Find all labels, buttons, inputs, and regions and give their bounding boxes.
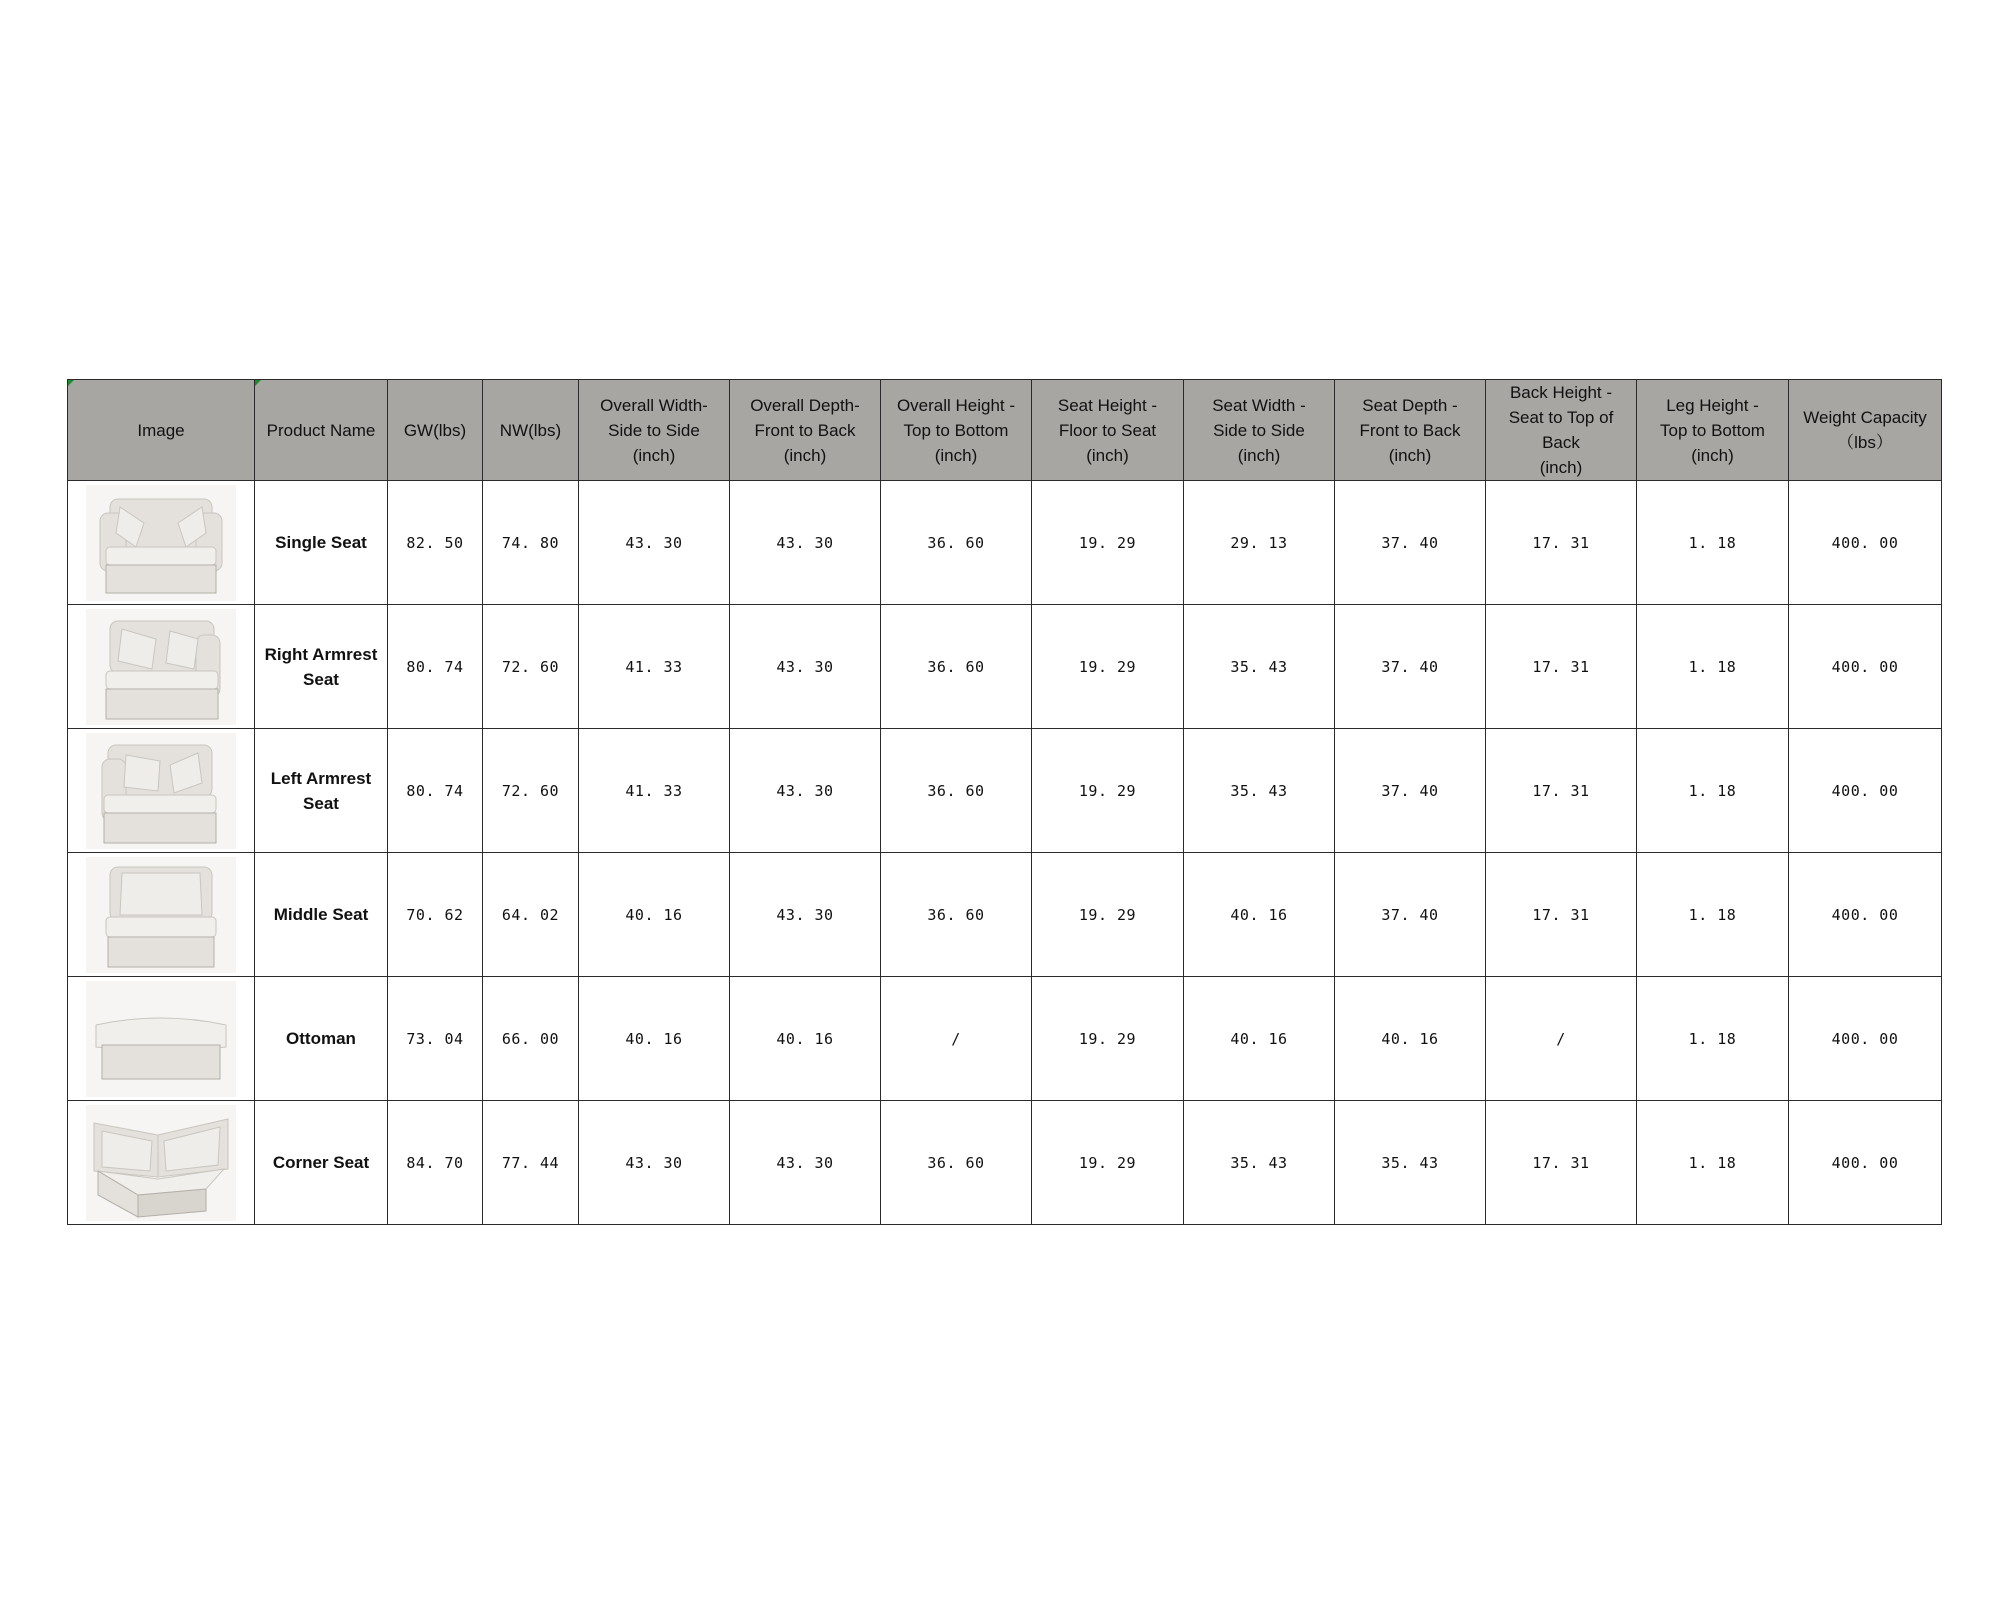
cell-nw: 72. 60 [483, 729, 579, 853]
cell-overall-width: 43. 30 [579, 481, 730, 605]
cell-leg-height: 1. 18 [1637, 977, 1789, 1101]
ottoman-icon [68, 977, 255, 1101]
right-armrest-seat-icon [68, 605, 255, 729]
header-line: (inch) [934, 445, 978, 465]
product-name-line: Seat [303, 793, 339, 813]
product-name-line: Seat [303, 669, 339, 689]
header-seat-width [1184, 380, 1335, 481]
header-line: Overall Height - [896, 395, 1016, 415]
cell-overall-height: 36. 60 [881, 605, 1032, 729]
cell-gw: 80. 74 [388, 605, 483, 729]
header-line: GW(lbs) [403, 420, 467, 440]
header-line: Side to Side [608, 420, 700, 440]
left-armrest-seat-icon [68, 729, 255, 853]
cell-weight-capacity: 400. 00 [1789, 1101, 1942, 1225]
header-line: Side to Side [1213, 420, 1305, 440]
cell-leg-height: 1. 18 [1637, 605, 1789, 729]
cell-marker-icon [68, 380, 74, 386]
header-back-height [1486, 380, 1637, 481]
cell-nw: 74. 80 [483, 481, 579, 605]
product-name-cell [255, 1101, 388, 1225]
product-name-line: Middle Seat [273, 905, 369, 924]
header-weight-capacity [1789, 380, 1942, 481]
cell-seat-depth: 37. 40 [1335, 605, 1486, 729]
cell-marker-icon [255, 380, 261, 386]
header-line: (inch) [1237, 445, 1281, 465]
cell-weight-capacity: 400. 00 [1789, 729, 1942, 853]
cell-leg-height: 1. 18 [1637, 853, 1789, 977]
product-name-cell [255, 977, 388, 1101]
header-line: Seat Width - [1212, 395, 1306, 415]
cell-back-height: 17. 31 [1486, 605, 1637, 729]
cell-overall-width: 41. 33 [579, 729, 730, 853]
header-seat-height [1032, 380, 1184, 481]
cell-overall-depth: 43. 30 [730, 481, 881, 605]
header-line: (inch) [783, 445, 827, 465]
product-name-cell [255, 605, 388, 729]
cell-nw: 66. 00 [483, 977, 579, 1101]
cell-seat-depth: 37. 40 [1335, 729, 1486, 853]
cell-overall-depth: 43. 30 [730, 1101, 881, 1225]
cell-back-height: 17. 31 [1486, 853, 1637, 977]
cell-leg-height: 1. 18 [1637, 1101, 1789, 1225]
table-row [68, 605, 1942, 729]
cell-overall-height: 36. 60 [881, 1101, 1032, 1225]
header-line: Weight Capacity [1803, 408, 1927, 427]
cell-seat-height: 19. 29 [1032, 481, 1184, 605]
cell-overall-height: 36. 60 [881, 481, 1032, 605]
cell-overall-height: / [881, 977, 1032, 1101]
header-line: Seat Height - [1057, 395, 1158, 415]
cell-back-height: / [1486, 977, 1637, 1101]
cell-overall-width: 40. 16 [579, 977, 730, 1101]
header-line: Seat Depth - [1362, 395, 1458, 415]
header-product-name [255, 380, 388, 481]
header-line: (inch) [1691, 445, 1734, 465]
cell-seat-depth: 35. 43 [1335, 1101, 1486, 1225]
product-spec-table [67, 379, 1942, 1225]
table-row [68, 1101, 1942, 1225]
table-row [68, 729, 1942, 853]
cell-seat-width: 35. 43 [1184, 605, 1335, 729]
product-name-cell [255, 481, 388, 605]
cell-seat-height: 19. 29 [1032, 605, 1184, 729]
header-line: Leg Height - [1666, 395, 1759, 415]
cell-weight-capacity: 400. 00 [1789, 977, 1942, 1101]
cell-seat-height: 19. 29 [1032, 1101, 1184, 1225]
cell-seat-width: 40. 16 [1184, 853, 1335, 977]
cell-overall-width: 40. 16 [579, 853, 730, 977]
header-line: Image [137, 420, 185, 440]
cell-gw: 73. 04 [388, 977, 483, 1101]
cell-nw: 72. 60 [483, 605, 579, 729]
header-overall-width [579, 380, 730, 481]
header-line: (inch) [1539, 458, 1583, 477]
header-line: （lbs） [1837, 433, 1893, 452]
cell-overall-width: 43. 30 [579, 1101, 730, 1225]
header-line: Overall Depth- [750, 395, 860, 415]
table-row [68, 481, 1942, 605]
cell-overall-height: 36. 60 [881, 853, 1032, 977]
product-name-line: Ottoman [286, 1029, 356, 1048]
header-image [68, 380, 255, 481]
header-line: Top to Bottom [1660, 420, 1765, 440]
cell-seat-height: 19. 29 [1032, 977, 1184, 1101]
cell-back-height: 17. 31 [1486, 1101, 1637, 1225]
cell-gw: 82. 50 [388, 481, 483, 605]
header-line: Overall Width- [600, 395, 708, 415]
cell-seat-depth: 40. 16 [1335, 977, 1486, 1101]
cell-overall-depth: 43. 30 [730, 729, 881, 853]
cell-gw: 84. 70 [388, 1101, 483, 1225]
cell-gw: 80. 74 [388, 729, 483, 853]
header-nw [483, 380, 579, 481]
cell-seat-height: 19. 29 [1032, 729, 1184, 853]
header-seat-depth [1335, 380, 1486, 481]
cell-weight-capacity: 400. 00 [1789, 481, 1942, 605]
cell-seat-height: 19. 29 [1032, 853, 1184, 977]
cell-weight-capacity: 400. 00 [1789, 853, 1942, 977]
header-line: Front to Back [1359, 420, 1461, 440]
header-gw [388, 380, 483, 481]
cell-nw: 77. 44 [483, 1101, 579, 1225]
table-body [68, 481, 1942, 1225]
cell-weight-capacity: 400. 00 [1789, 605, 1942, 729]
cell-nw: 64. 02 [483, 853, 579, 977]
cell-overall-depth: 40. 16 [730, 977, 881, 1101]
product-name-line: Single Seat [275, 533, 367, 552]
header-leg-height [1637, 380, 1789, 481]
product-name-line: Corner Seat [272, 1153, 370, 1172]
corner-seat-icon [68, 1101, 255, 1225]
header-line: Back Height - [1509, 383, 1613, 402]
cell-seat-width: 40. 16 [1184, 977, 1335, 1101]
single-seat-sofa-icon [68, 481, 255, 605]
cell-leg-height: 1. 18 [1637, 729, 1789, 853]
table-row [68, 853, 1942, 977]
product-name-line: Left Armrest [270, 768, 372, 788]
cell-seat-depth: 37. 40 [1335, 481, 1486, 605]
header-line: (inch) [1086, 445, 1129, 465]
header-line: NW(lbs) [499, 420, 562, 440]
cell-gw: 70. 62 [388, 853, 483, 977]
header-row [68, 380, 1942, 481]
header-line: Product Name [266, 420, 376, 440]
table-row [68, 977, 1942, 1101]
header-line: (inch) [1388, 445, 1432, 465]
header-line: Seat to Top of [1508, 408, 1614, 427]
cell-seat-depth: 37. 40 [1335, 853, 1486, 977]
cell-seat-width: 35. 43 [1184, 1101, 1335, 1225]
cell-back-height: 17. 31 [1486, 729, 1637, 853]
cell-overall-width: 41. 33 [579, 605, 730, 729]
header-line: (inch) [632, 445, 676, 465]
cell-seat-width: 29. 13 [1184, 481, 1335, 605]
header-line: Back [1542, 433, 1580, 452]
cell-overall-height: 36. 60 [881, 729, 1032, 853]
middle-seat-icon [68, 853, 255, 977]
cell-back-height: 17. 31 [1486, 481, 1637, 605]
cell-overall-depth: 43. 30 [730, 853, 881, 977]
header-overall-height [881, 380, 1032, 481]
product-name-cell [255, 853, 388, 977]
cell-leg-height: 1. 18 [1637, 481, 1789, 605]
cell-overall-depth: 43. 30 [730, 605, 881, 729]
product-name-line: Right Armrest [264, 644, 378, 664]
header-line: Front to Back [754, 420, 856, 440]
product-name-cell [255, 729, 388, 853]
header-line: Top to Bottom [903, 420, 1009, 440]
cell-seat-width: 35. 43 [1184, 729, 1335, 853]
header-overall-depth [730, 380, 881, 481]
header-line: Floor to Seat [1058, 420, 1157, 440]
